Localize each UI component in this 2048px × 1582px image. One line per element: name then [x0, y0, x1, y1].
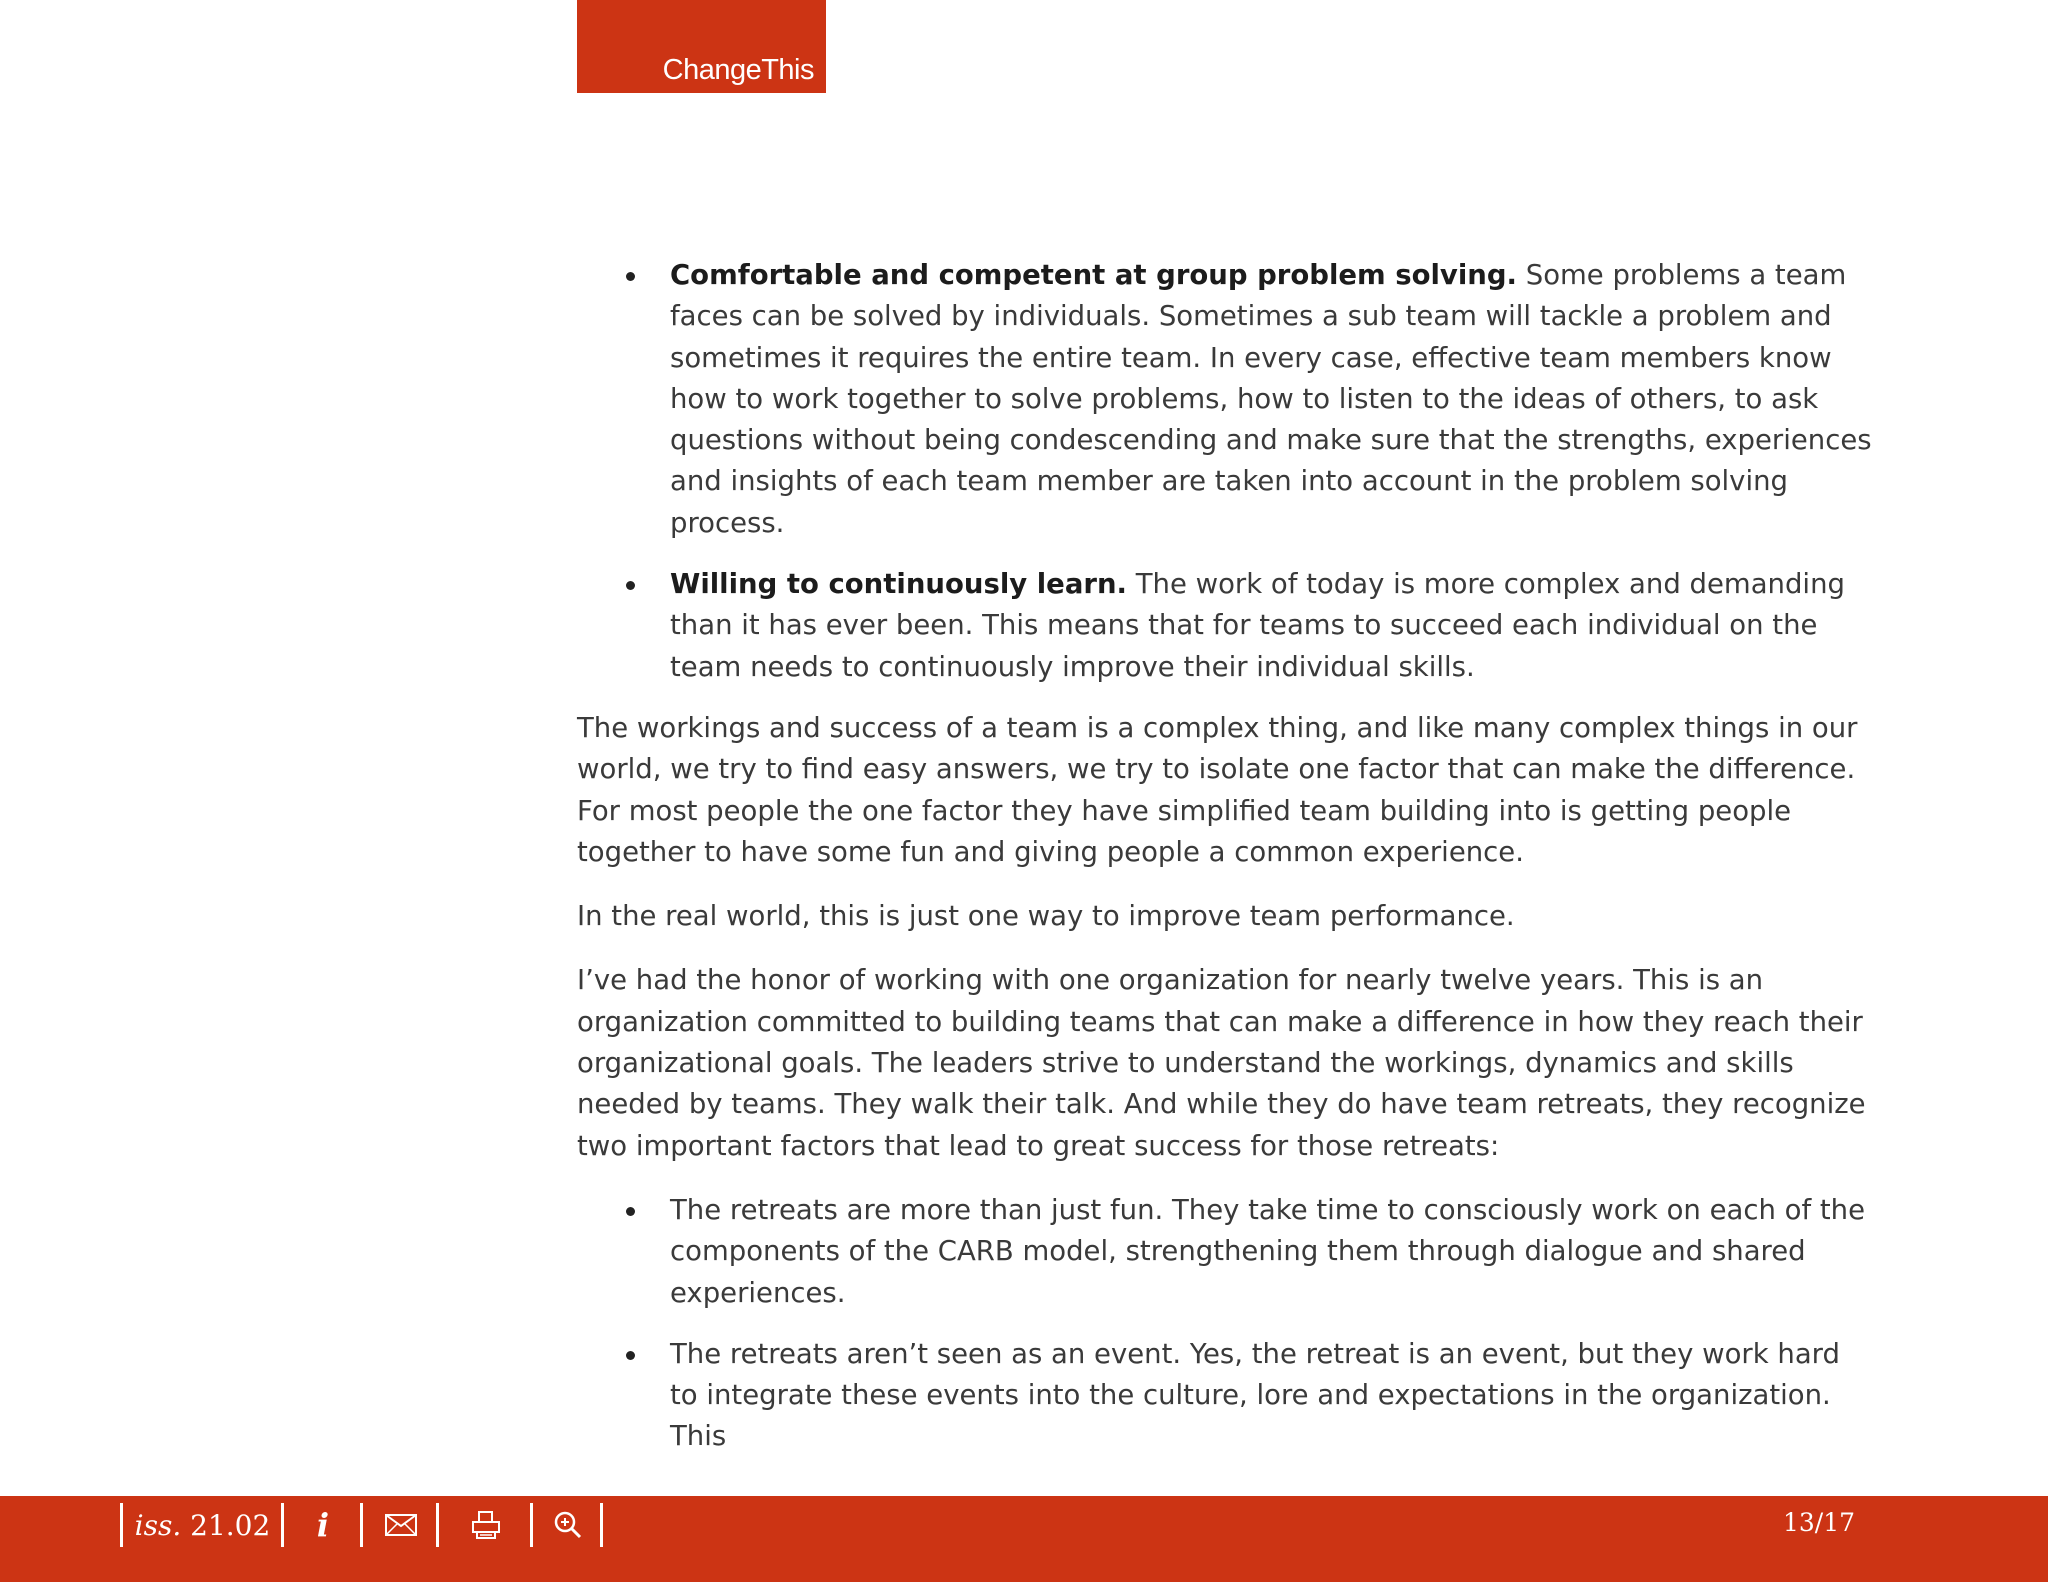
paragraph: In the real world, this is just one way to improve team performance.: [577, 900, 1515, 933]
bullet-dot-icon: [626, 1351, 635, 1360]
list-item: [577, 1190, 1872, 1314]
brand-tab: [577, 0, 826, 93]
paragraph: The workings and success of a team is a complex thing, and like many complex things in our world, we try to find easy answers, we try to isolate one factor that can make the difference. For most people the one factor they have simplified team building into is getting people together to have some fun and giving people a common experience.: [577, 711, 1858, 868]
toolbar-divider: [360, 1503, 363, 1547]
bullet-dot-icon: [626, 581, 635, 590]
bullet-text: The retreats aren’t seen as an event. Yes, the retreat is an event, but they work hard to integrate these events into the culture, lore and expectations in the organization. This: [670, 1337, 1840, 1453]
brand-logo-text: ChangeThis: [662, 54, 814, 86]
issue-value: 21.02: [190, 1508, 271, 1542]
toolbar-divider: [281, 1503, 284, 1547]
toolbar-divider: [120, 1503, 123, 1547]
bullet-list-bottom: [577, 1190, 1872, 1458]
print-button[interactable]: [442, 1503, 530, 1547]
bullet-text: The retreats are more than just fun. They take time to consciously work on each of the components of the CARB model, strengthening them through dialogue and shared experiences.: [670, 1193, 1866, 1309]
list-item: [577, 564, 1872, 688]
print-icon: [471, 1510, 501, 1540]
paragraph: I’ve had the honor of working with one organization for nearly twelve years. This is an organization committed to building teams that can make a difference in how they reach their organizational goals. The leaders strive to understand the workings, dynamics and skills needed by teams. They walk their talk. And while they do have team retreats, they recognize two important factors that lead to great success for those retreats:: [577, 964, 1866, 1162]
bullet-lead: Comfortable and competent at group problem solving.: [670, 259, 1517, 291]
toolbar-divider: [436, 1503, 439, 1547]
info-icon: i: [316, 1506, 330, 1544]
zoom-icon: [553, 1510, 583, 1540]
issue-prefix: iss.: [134, 1508, 182, 1542]
document-body: [577, 255, 1872, 1478]
email-button[interactable]: [366, 1503, 436, 1547]
email-icon: [385, 1514, 417, 1536]
bullet-list-top: [577, 255, 1872, 688]
bullet-text: The work of today is more complex and demanding than it has ever been. This means that for teams to succeed each individual on the team needs to continuously improve their individual skills.: [670, 568, 1845, 683]
list-item: [577, 1334, 1872, 1458]
toolbar-divider: [600, 1503, 603, 1547]
issue-number[interactable]: [126, 1503, 279, 1547]
bullet-dot-icon: [626, 1207, 635, 1216]
bullet-dot-icon: [626, 272, 635, 281]
zoom-button[interactable]: [536, 1503, 600, 1547]
toolbar-divider: [530, 1503, 533, 1547]
info-button[interactable]: [287, 1503, 359, 1547]
page-indicator: 13/17: [1782, 1508, 1855, 1537]
bullet-lead: Willing to continuously learn.: [670, 568, 1127, 601]
list-item: [577, 255, 1872, 544]
bullet-text: Some problems a team faces can be solved by individuals. Sometimes a sub team will tackle a problem and sometimes it requires the entire team. In every case, effective team members know how to work together to solve problems, how to listen to the ideas of others, to ask questions without being condescending and make sure that the strengths, experiences and insights of each team member are taken into account in the problem solving process.: [670, 259, 1872, 539]
